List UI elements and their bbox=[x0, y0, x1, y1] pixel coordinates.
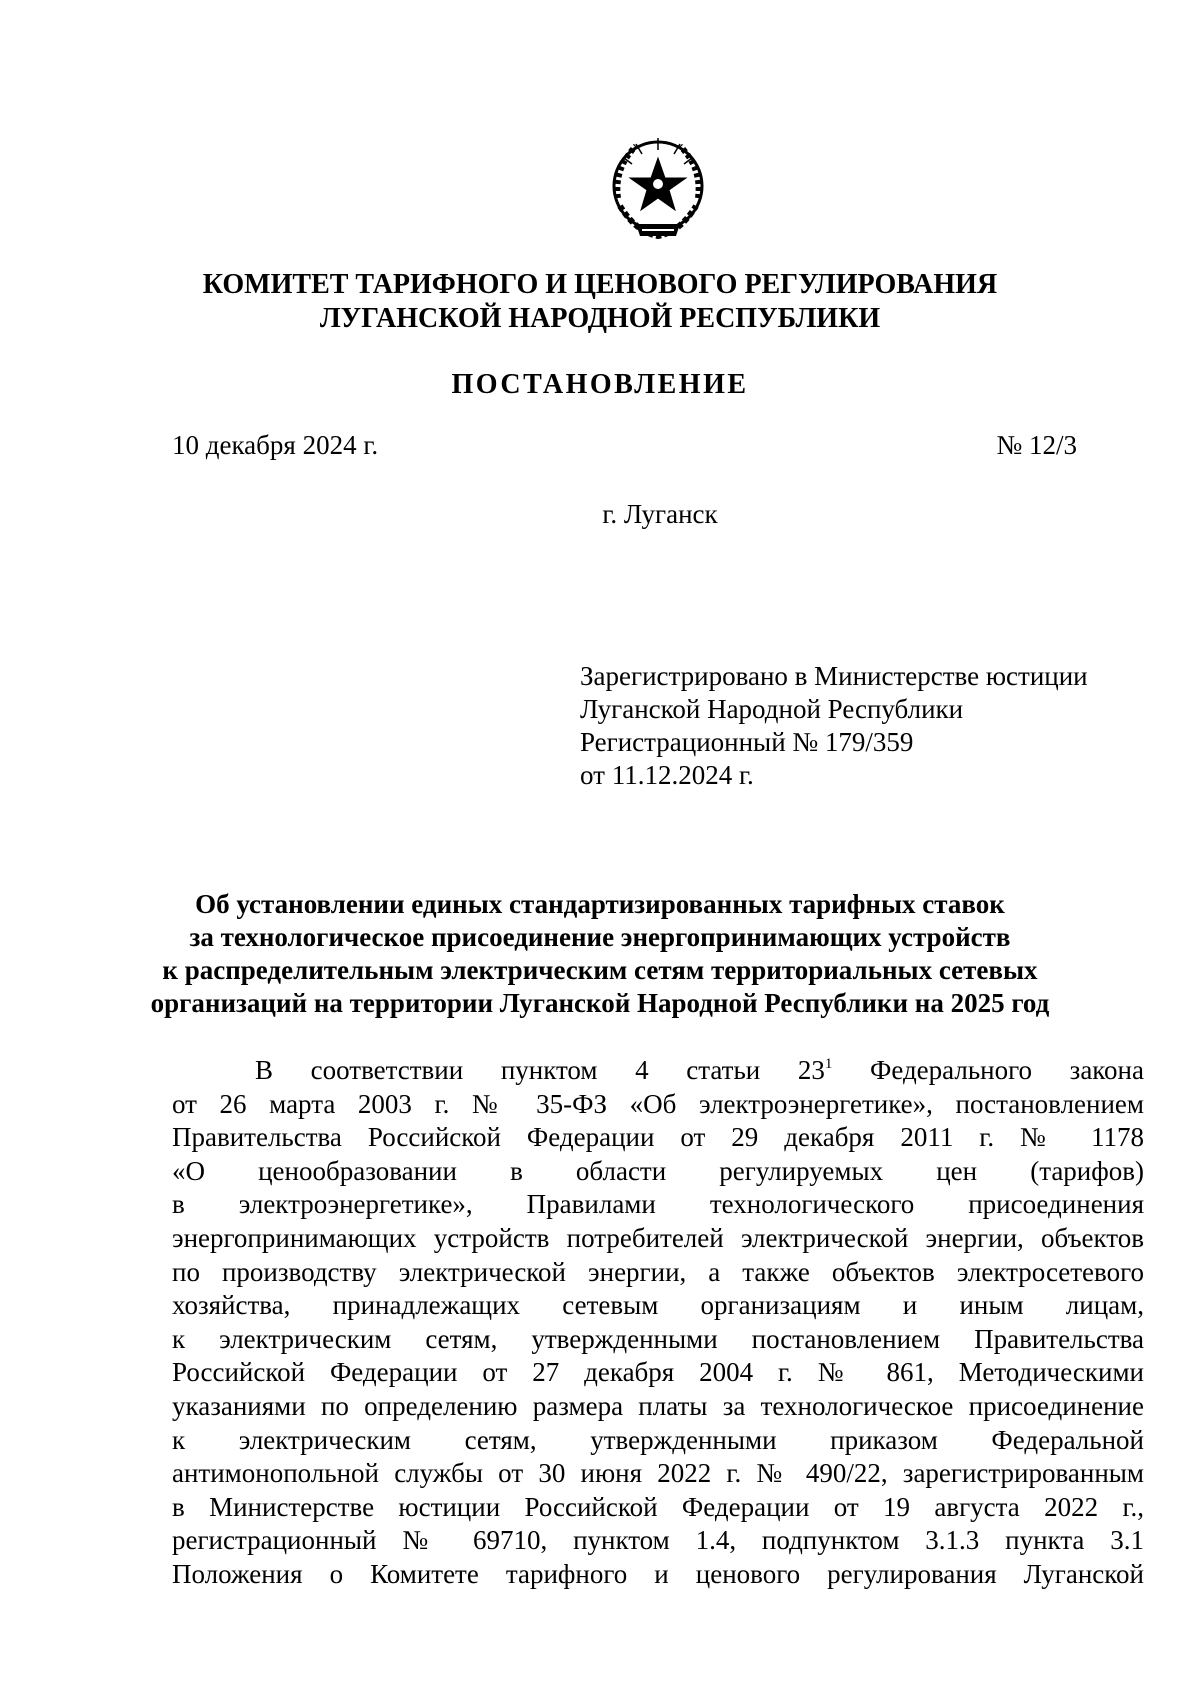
body-line: Положения о Комитете тарифного и ценового регулирования Луганской bbox=[172, 1558, 1144, 1589]
body-line-first-text: В соответствии пунктом 4 статьи 23 bbox=[255, 1055, 825, 1085]
title-line: Об установлении единых стандартизированных тарифных ставок bbox=[195, 889, 1005, 919]
body-text bbox=[172, 1054, 1144, 1592]
document-type: ПОСТАНОВЛЕНИЕ bbox=[451, 369, 749, 400]
registration-line: Луганской Народной Республики bbox=[580, 694, 964, 724]
body-line-first bbox=[172, 1054, 1144, 1088]
superscript: 1 bbox=[824, 1056, 833, 1072]
registration-block bbox=[580, 660, 1088, 792]
organization-name bbox=[0, 268, 1200, 336]
lpr-coat-of-arms-icon bbox=[596, 128, 720, 252]
document-number: № 12/3 bbox=[996, 430, 1077, 460]
organization-name-line1: КОМИТЕТ ТАРИФНОГО И ЦЕНОВОГО РЕГУЛИРОВАНИЯ bbox=[202, 269, 998, 300]
body-line: к электрическим сетям, утвержденными приказом Федеральной bbox=[172, 1424, 1144, 1455]
body-line: в Министерстве юстиции Российской Федерации от 19 августа 2022 г., bbox=[172, 1491, 1144, 1522]
document-date: 10 декабря 2024 г. bbox=[172, 430, 379, 460]
body-line: энергопринимающих устройств потребителей электрической энергии, объектов bbox=[172, 1222, 1144, 1253]
document-city: г. Луганск bbox=[602, 499, 718, 529]
body-line-first-tail: Федерального закона bbox=[832, 1055, 1144, 1085]
body-line: Правительства Российской Федерации от 29 декабря 2011 г. № 1178 bbox=[172, 1122, 1144, 1153]
body-line: от 26 марта 2003 г. № 35-ФЗ «Об электроэнергетике», постановлением bbox=[172, 1088, 1144, 1119]
registration-line: Зарегистрировано в Министерстве юстиции bbox=[580, 661, 1088, 691]
registration-line: Регистрационный № 179/359 bbox=[580, 727, 914, 757]
body-line: к электрическим сетям, утвержденными постановлением Правительства bbox=[172, 1323, 1144, 1354]
body-line: хозяйства, принадлежащих сетевым организациям и иным лицам, bbox=[172, 1290, 1144, 1321]
title-line: за технологическое присоединение энергопринимающих устройств bbox=[189, 922, 1011, 952]
body-line: «О ценообразовании в области регулируемых цен (тарифов) bbox=[172, 1155, 1144, 1186]
title-line: к распределительным электрическим сетям территориальных сетевых bbox=[162, 955, 1038, 985]
body-line: в электроэнергетике», Правилами технологического присоединения bbox=[172, 1189, 1144, 1220]
registration-line: от 11.12.2024 г. bbox=[580, 760, 754, 790]
title-line: организаций на территории Луганской Народной Республики на 2025 год bbox=[150, 988, 1050, 1018]
body-line: указаниями по определению размера платы за технологическое присоединение bbox=[172, 1390, 1144, 1421]
organization-name-line2: ЛУГАНСКОЙ НАРОДНОЙ РЕСПУБЛИКИ bbox=[319, 303, 881, 334]
document-title bbox=[0, 888, 1200, 1020]
body-line: по производству электрической энергии, а также объектов электросетевого bbox=[172, 1256, 1144, 1287]
body-line: антимонопольной службы от 30 июня 2022 г. № 490/22, зарегистрированным bbox=[172, 1458, 1144, 1489]
body-line: регистрационный № 69710, пунктом 1.4, подпунктом 3.1.3 пункта 3.1 bbox=[172, 1525, 1144, 1556]
body-line: Российской Федерации от 27 декабря 2004 г. № 861, Методическими bbox=[172, 1357, 1144, 1388]
